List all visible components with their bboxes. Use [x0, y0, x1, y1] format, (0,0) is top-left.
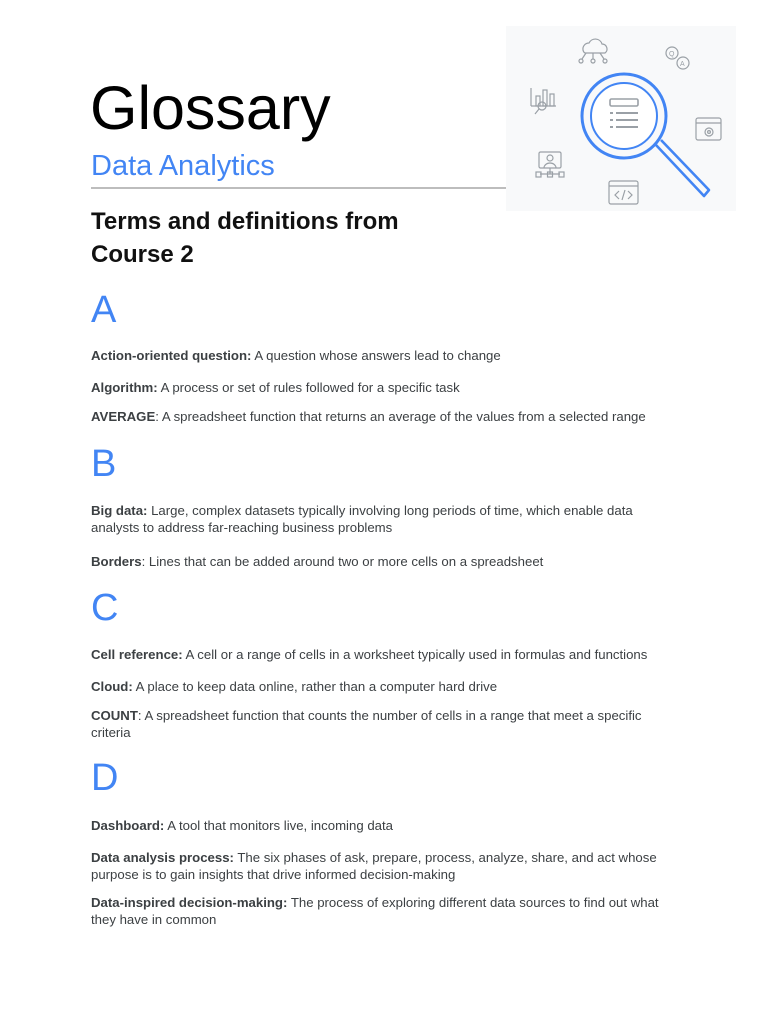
glossary-entry: [91, 554, 691, 571]
glossary-definition: A question whose answers lead to change: [251, 348, 501, 363]
glossary-definition: The six phases of ask, prepare, process, analyze, share, and act whose purpose is to gain insights that drive informed decision-making: [91, 850, 657, 882]
section-heading-line2: Course 2: [91, 241, 194, 268]
glossary-definition: A process or set of rules followed for a specific task: [157, 380, 460, 395]
glossary-entry: [91, 409, 691, 426]
glossary-entry: [91, 708, 681, 741]
page-subtitle: Data Analytics: [91, 150, 275, 182]
svg-text:A: A: [680, 61, 685, 68]
letter-heading-b: B: [91, 443, 117, 485]
glossary-term: Borders: [91, 554, 142, 569]
glossary-entry: [91, 503, 671, 536]
glossary-entry: [91, 818, 691, 835]
glossary-term: Data analysis process:: [91, 850, 234, 865]
glossary-definition: Large, complex datasets typically involving long periods of time, which enable data analysts to address far-reaching business problems: [91, 503, 633, 535]
glossary-entry: [91, 895, 671, 928]
glossary-term: Algorithm:: [91, 380, 158, 395]
glossary-entry: [91, 647, 691, 664]
glossary-term: Action-oriented question:: [91, 348, 252, 363]
glossary-term: COUNT: [91, 708, 138, 723]
letter-heading-d: D: [91, 757, 119, 799]
glossary-term: Data-inspired decision-making:: [91, 895, 288, 910]
glossary-term: Cell reference:: [91, 647, 183, 662]
glossary-entry: [91, 348, 691, 365]
section-heading: [91, 205, 471, 271]
glossary-term: AVERAGE: [91, 409, 156, 424]
glossary-illustration: [506, 26, 736, 211]
glossary-definition: : Lines that can be added around two or more cells on a spreadsheet: [141, 554, 544, 569]
glossary-term: Cloud:: [91, 679, 133, 694]
glossary-definition: The process of exploring different data sources to find out what they have in common: [91, 895, 659, 927]
glossary-entry: [91, 380, 691, 397]
letter-heading-a: A: [91, 289, 117, 331]
page-title: Glossary: [90, 74, 331, 142]
glossary-definition: : A spreadsheet function that counts the number of cells in a range that meet a specific criteria: [91, 708, 642, 740]
section-heading-line1: Terms and definitions from: [91, 208, 399, 235]
letter-heading-c: C: [91, 587, 119, 629]
svg-text:Q: Q: [669, 51, 675, 58]
glossary-definition: : A spreadsheet function that returns an average of the values from a selected range: [155, 409, 646, 424]
glossary-definition: A place to keep data online, rather than a computer hard drive: [132, 679, 498, 694]
glossary-term: Dashboard:: [91, 818, 165, 833]
glossary-term: Big data:: [91, 503, 148, 518]
glossary-entry: [91, 679, 691, 696]
glossary-definition: A tool that monitors live, incoming data: [164, 818, 393, 833]
glossary-definition: A cell or a range of cells in a worksheet typically used in formulas and functions: [182, 647, 648, 662]
glossary-entry: [91, 850, 661, 883]
